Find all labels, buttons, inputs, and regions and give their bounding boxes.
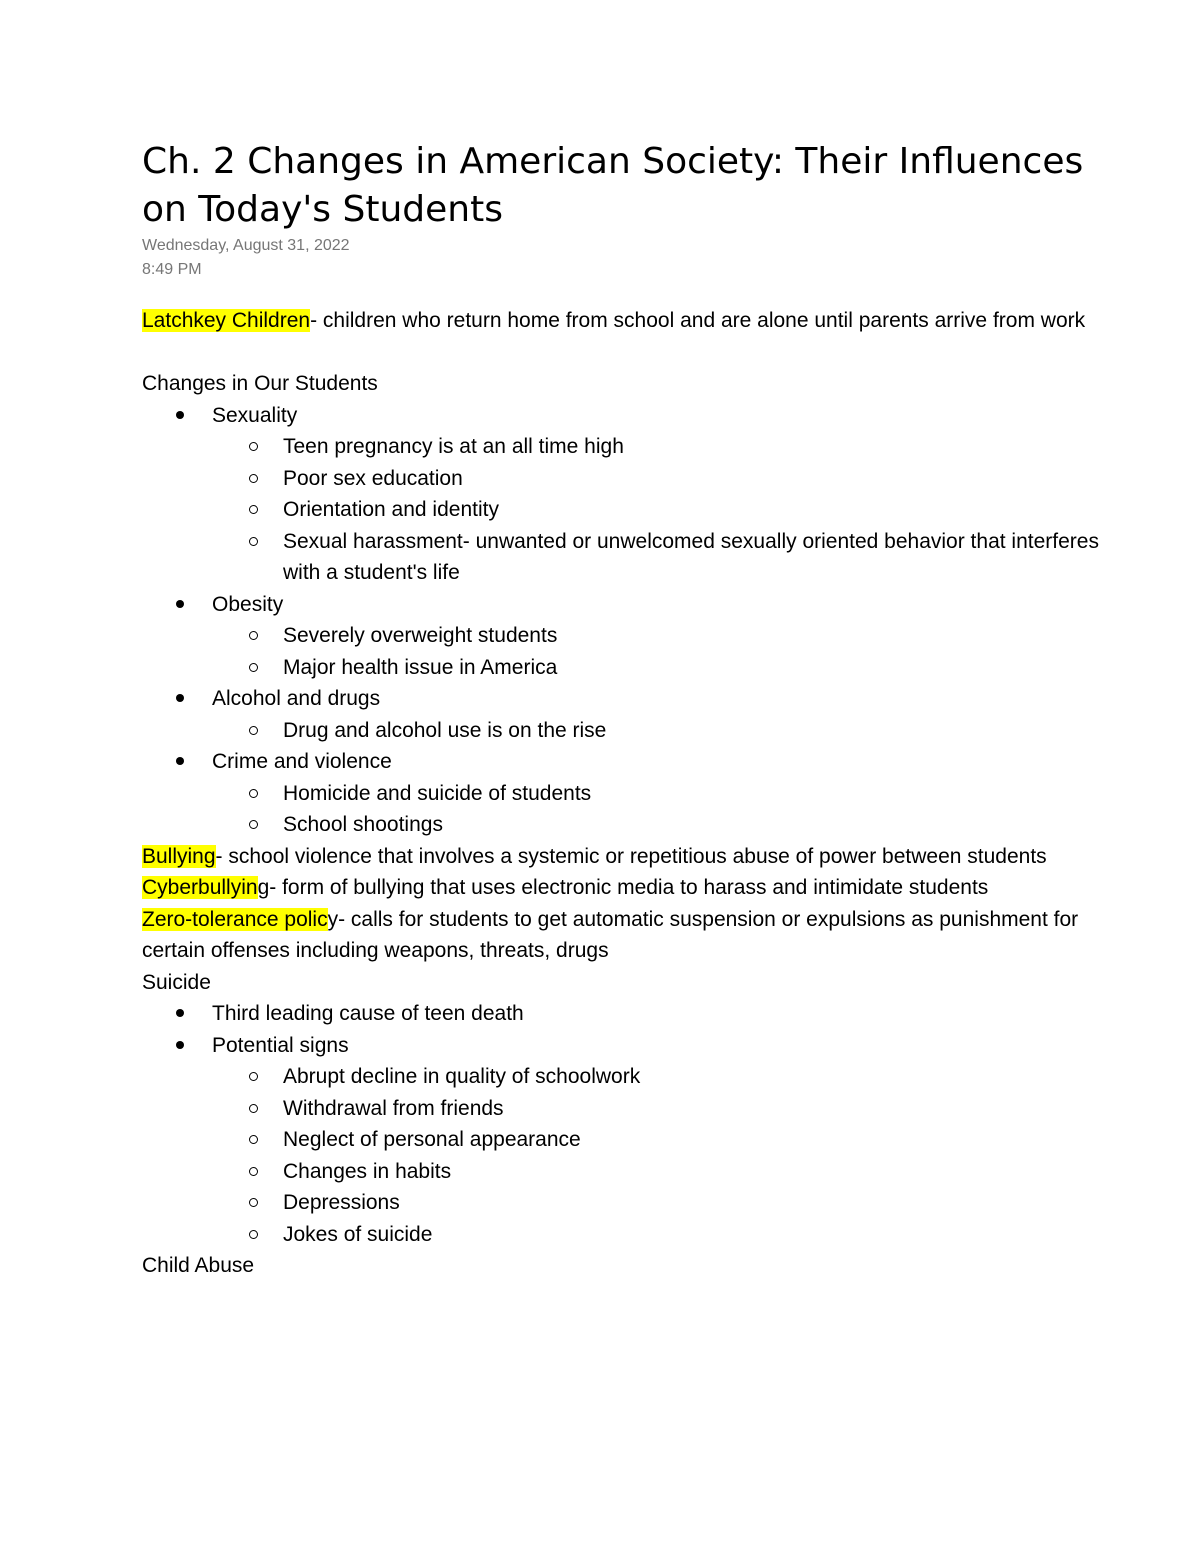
sub-list-item-label: Depressions [283, 1191, 400, 1214]
hollow-bullet-icon [249, 1230, 258, 1239]
page-title: Ch. 2 Changes in American Society: Their Influences on Today's Students [142, 141, 1084, 230]
hollow-bullet-icon [249, 1104, 258, 1113]
changes-heading: Changes in Our Students [142, 372, 378, 395]
sub-list [212, 778, 1102, 841]
highlighted-term: Latchkey Children [142, 309, 311, 332]
sub-list-item [212, 1219, 1102, 1251]
list-item [142, 683, 1102, 746]
changes-list [142, 400, 1102, 841]
sub-list-item-label: Major health issue in America [283, 655, 558, 679]
bullet-icon [176, 694, 184, 702]
bullet-icon [176, 757, 184, 765]
list-item [142, 746, 1102, 841]
hollow-bullet-icon [249, 726, 258, 735]
hollow-bullet-icon [249, 505, 258, 514]
list-item-label: Alcohol and drugs [212, 687, 381, 710]
hollow-bullet-icon [249, 1135, 258, 1144]
sub-list-item [212, 431, 1102, 463]
term-rest: y [327, 907, 339, 931]
definition-text: - school violence that involves a systemic or repetitious abuse of power between students [215, 844, 1047, 868]
sub-list-item-label: School shootings [283, 813, 443, 836]
hollow-bullet-icon [249, 1198, 258, 1207]
list-item [142, 589, 1102, 684]
sub-list-item-label: Drug and alcohol use is on the rise [283, 718, 607, 742]
latchkey-definition [142, 305, 1102, 337]
sub-list [212, 431, 1102, 589]
sub-list-item [212, 652, 1102, 684]
sub-list [212, 1061, 1102, 1250]
hollow-bullet-icon [249, 537, 258, 546]
sub-list-item [212, 1124, 1102, 1156]
highlighted-term: Zero-tolerance polic [142, 907, 328, 931]
sub-list-item [212, 715, 1102, 747]
sub-list-item-label: Teen pregnancy is at an all time high [283, 435, 624, 458]
sub-list-item [212, 494, 1102, 526]
sub-list-item [212, 526, 1102, 589]
hollow-bullet-icon [249, 1167, 258, 1176]
hollow-bullet-icon [249, 474, 258, 483]
term-rest: g [257, 876, 270, 899]
hollow-bullet-icon [249, 789, 258, 798]
definition-text: - children who return home from school and are alone until parents arrive from work [310, 309, 1086, 332]
note-date: Wednesday, August 31, 2022 [142, 237, 350, 254]
sub-list-item [212, 620, 1102, 652]
hollow-bullet-icon [249, 1072, 258, 1081]
bullet-icon [176, 600, 184, 608]
hollow-bullet-icon [249, 820, 258, 829]
sub-list-item-label: Neglect of personal appearance [283, 1128, 581, 1151]
sub-list-item [212, 778, 1102, 810]
bullying-definition [142, 841, 1102, 873]
bullet-icon [176, 1009, 184, 1017]
note-time: 8:49 PM [142, 261, 202, 278]
note-page [142, 138, 1102, 1282]
sub-list-item [212, 1093, 1102, 1125]
definition-text: - form of bullying that uses electronic media to harass and intimidate students [269, 876, 989, 899]
cyberbullying-definition [142, 872, 1102, 904]
bullet-icon [176, 1041, 184, 1049]
highlighted-term: Cyberbullyin [142, 876, 258, 899]
sub-list-item-label: Sexual harassment- unwanted or unwelcomed sexually oriented behavior that interferes with a student's life [283, 529, 1099, 584]
child-abuse-heading: Child Abuse [142, 1254, 255, 1277]
highlighted-term: Bullying [142, 844, 216, 868]
list-item-label: Sexuality [212, 403, 298, 427]
sub-list-item [212, 1061, 1102, 1093]
list-item-label: Obesity [212, 592, 284, 616]
zero-tolerance-definition [142, 904, 1102, 967]
sub-list-item-label: Poor sex education [283, 466, 463, 490]
list-item [142, 998, 1102, 1030]
hollow-bullet-icon [249, 442, 258, 451]
sub-list-item-label: Abrupt decline in quality of schoolwork [283, 1065, 641, 1088]
suicide-list [142, 998, 1102, 1250]
sub-list [212, 620, 1102, 683]
definition-text: - calls for students to get automatic suspension or expulsions as punishment for certain offenses including weapons, threats, drugs [142, 907, 1079, 962]
blank-line [142, 337, 1102, 369]
sub-list-item-label: Changes in habits [283, 1159, 452, 1183]
sub-list-item [212, 463, 1102, 495]
list-item [142, 1030, 1102, 1251]
sub-list [212, 715, 1102, 747]
list-item-label: Crime and violence [212, 750, 392, 773]
bullet-icon [176, 411, 184, 419]
sub-list-item [212, 1187, 1102, 1219]
sub-list-item [212, 809, 1102, 841]
list-item [142, 400, 1102, 589]
note-body [142, 305, 1102, 1282]
list-item-label: Third leading cause of teen death [212, 1002, 524, 1025]
sub-list-item-label: Severely overweight students [283, 624, 558, 647]
hollow-bullet-icon [249, 663, 258, 672]
list-item-label: Potential signs [212, 1033, 349, 1057]
sub-list-item-label: Withdrawal from friends [283, 1096, 504, 1120]
sub-list-item-label: Jokes of suicide [283, 1222, 433, 1246]
sub-list-item-label: Orientation and identity [283, 498, 499, 521]
hollow-bullet-icon [249, 631, 258, 640]
sub-list-item-label: Homicide and suicide of students [283, 781, 592, 805]
suicide-heading: Suicide [142, 970, 211, 994]
sub-list-item [212, 1156, 1102, 1188]
